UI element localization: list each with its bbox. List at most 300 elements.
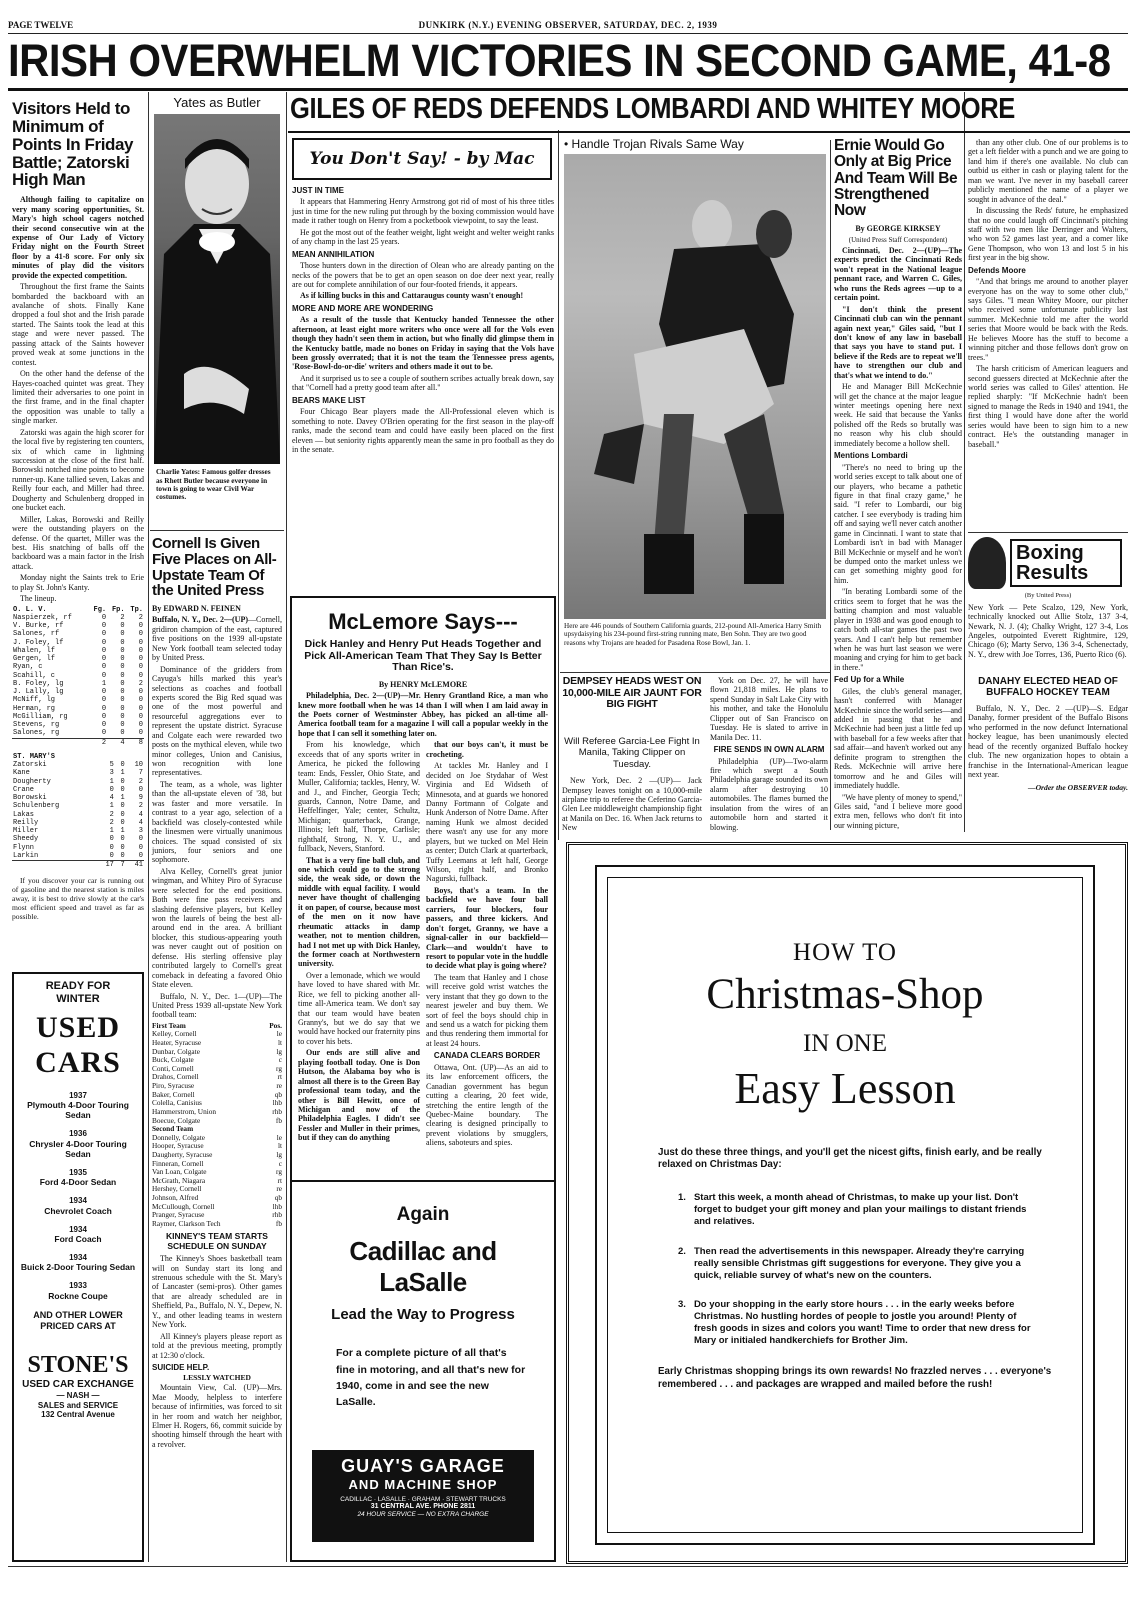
danahy-story	[968, 676, 1128, 836]
trojan-caption: Here are 446 pounds of Southern California guards, 212-pound All-America Harry Smith upsydaisying his 234-pound first-string running mate, Ben Sohn. They are two good reasons why Trojans are headed for Pasadena Rose Bowl, Jan. 1.	[564, 622, 822, 647]
player-position: lt	[277, 1038, 282, 1048]
box-score-cell: Stevens, rg	[13, 721, 60, 730]
box-score-row	[12, 622, 144, 630]
ad-christmas-shop: Christmas-Shop	[706, 970, 984, 1018]
trojan-kicker-text: Handle Trojan Rivals Same Way	[571, 137, 744, 151]
box-score-total	[12, 861, 144, 870]
yates-caption: Charlie Yates: Famous golfer dresses as Rhett Butler because everyone in town is going to wear Civil War costumes.	[156, 467, 271, 502]
ad-intro: Just do these three things, and you'll get the nicest gifts, finish early, and be really relaxed on Christmas Day:	[658, 1146, 1042, 1171]
used-car-model: Chevrolet Coach	[44, 1205, 112, 1216]
bottom-rule	[8, 1566, 1128, 1567]
player-position: rt	[277, 1175, 282, 1185]
used-car-year: 1934	[69, 1196, 87, 1206]
player-position: rg	[276, 1063, 282, 1073]
story-paragraph: All Kinney's players please report as told at the previous meeting, promptly at 12:30 o'clock.	[152, 1331, 282, 1360]
newspaper-dateline: DUNKIRK (N.Y.) EVENING OBSERVER, SATURDAY, DEC. 2, 1939	[418, 20, 718, 30]
christmas-shop-ad	[566, 842, 1128, 1564]
ad-step-number: 3.	[678, 1299, 686, 1311]
column-rule	[558, 130, 559, 840]
box-score-cell: 0	[101, 712, 107, 721]
used-car-model: Rockne Coupe	[48, 1290, 108, 1301]
box-score-row	[12, 680, 144, 688]
ad-step-text: Do your shopping in the early store hours . . . in the early weeks before Christmas. No hustling hordes of people to jostle you around! Plenty of fresh goods in sizes and colors you want! Time to order that new dress for Mary or initialed handkerchiefs for Brother Jim.	[693, 1299, 1031, 1346]
box-score-cell: 0	[138, 704, 143, 713]
used-car-year: 1933	[69, 1281, 87, 1291]
column-rule	[830, 140, 831, 830]
box-score-cell: 4	[120, 738, 125, 747]
garage-name: GUAY'S GARAGE	[341, 1456, 505, 1476]
box-score-cell: 0	[138, 655, 143, 664]
team-label: First Team	[152, 1020, 186, 1030]
box-score-cell: 2	[138, 777, 143, 786]
box-score-cell: Schulenberg	[13, 802, 60, 811]
box-score-cell: 0	[101, 696, 107, 705]
story-paragraph: And it surprised us to see a couple of southern scribes actually break down, say that "Cornell had a pretty good team after all."	[292, 373, 554, 393]
ad-brand: Cadillac and LaSalle	[349, 1236, 497, 1298]
ad-step-number: 2.	[678, 1245, 686, 1257]
yates-photo	[154, 114, 280, 464]
box-score-cell: 0	[109, 851, 114, 860]
box-score-cell: 0	[120, 671, 125, 680]
box-score-cell: 0	[109, 835, 114, 844]
box-score-cell: 0	[101, 729, 107, 738]
box-score-cell: 0	[101, 622, 107, 631]
ernie-credit: (United Press Staff Correspondent)	[848, 235, 948, 244]
box-score-cell: 1	[109, 802, 114, 811]
box-score-cell: 0	[120, 777, 125, 786]
player-name: Raymer, Clarkson Tech	[152, 1218, 221, 1228]
story-paragraph: Our ends are still alive and playing football today. One is Don Hutson, the Alabama boy who is almost all there is to the Green Bay professional team today, and the other is Bill Hewitt, once of Michigan and now of the Philadelphia Eagles. I didn't see Fessler and Muller in their primes, but if they can do anything	[298, 1048, 420, 1143]
story-paragraph: The harsh criticism of American leaguers and second guessers directed at McKechnie after the world series was called to Giles' attention. He replied sharply: "If McKechnie hadn't been signed to manage the Reds in 1940 and 1941, the first thing I would have done after the world series would have been to sign him to a new contract. He's the outstanding manager in baseball."	[968, 364, 1128, 449]
trojan-kicker: • Handle Trojan Rivals Same Way	[564, 137, 744, 151]
used-car-item	[18, 1168, 138, 1187]
danahy-headline: DANAHY ELECTED HEAD OF BUFFALO HOCKEY TEAM	[978, 676, 1118, 698]
used-car-item	[18, 1281, 138, 1300]
box-score-cell: 0	[138, 835, 143, 844]
section-rule	[150, 530, 284, 531]
player-name: Hershey, Cornell	[152, 1184, 202, 1194]
ad-step	[678, 1299, 1042, 1347]
banner-rule	[8, 88, 1128, 91]
story-paragraph: The team, as a whole, was lighter than the all-upstate eleven of '38, but was faster and more versatile. In contrast to a year ago, selection of a backfield was closely-contested while the linesmen were virtually unanimous choices. The squad consisted of six juniors, four seniors and one sophomore.	[152, 779, 282, 865]
player-name: Colella, Canisius	[152, 1098, 202, 1108]
dempsey-deck: Will Referee Garcia-Lee Fight In Manila, Taking Clipper on Tuesday.	[564, 736, 700, 770]
mclemore-deck: Dick Hanley and Henry Put Heads Together and Pick All-American Team That They Say Is Better Than Rice's.	[304, 638, 542, 674]
box-score-cell: 0	[120, 802, 125, 811]
trojan-photo-block	[564, 138, 826, 668]
player-position: le	[276, 1132, 282, 1142]
player-position: rg	[276, 1167, 282, 1177]
ad-again: Again	[396, 1204, 450, 1225]
box-score-row	[12, 729, 144, 738]
player-name: Daugherty, Syracuse	[152, 1149, 213, 1159]
dateline: Buffalo, N. Y., Dec. 2—(UP)	[152, 615, 248, 625]
ad-steps-list	[648, 1192, 1042, 1347]
box-score-cell: Dougherty	[13, 777, 51, 786]
team-pos-header: Pos.	[269, 1020, 282, 1030]
section-rule	[288, 131, 1130, 133]
player-position: lg	[276, 1046, 282, 1056]
box-score-row	[12, 802, 144, 810]
story-paragraph: Miller, Lakas, Borowski and Reilly were the outstanding players on the defense. Of the quartet, Miller was the best. His snatching of balls off the backboard was a main factor in the Irish attack.	[12, 514, 144, 571]
ad-line: READY FOR	[45, 980, 111, 992]
box-score-cell: 0	[120, 688, 125, 697]
column-rule	[148, 92, 149, 1562]
box-score-row	[12, 713, 144, 721]
box-score-cell: Borowski	[13, 794, 47, 803]
ad-in-one: IN ONE	[802, 1030, 887, 1058]
ernie-story	[834, 138, 962, 838]
player-name: Dunbar, Colgate	[152, 1046, 200, 1056]
box-score-header: Fg.	[93, 605, 107, 614]
player-name: McGrath, Niagara	[152, 1175, 206, 1185]
box-score-cell: 10	[134, 761, 143, 770]
box-score-cell: 0	[120, 638, 125, 647]
box-score-cell: 1	[101, 679, 107, 688]
page-banner-headline: IRISH OVERWHELM VICTORIES IN SECOND GAME, 41-8	[8, 35, 1111, 86]
player-name: Heater, Syracuse	[152, 1038, 202, 1048]
ernie-byline: By GEORGE KIRKSEY	[855, 224, 941, 234]
yates-kicker: Yates as Butler	[173, 95, 261, 110]
story-paragraph: "In berating Lombardi some of the critics seem to forget that he was the batting champion and most valuable player in 1938 and was good enough to catch both all-star games the past two years. And I can't help but remember when he was hurt last season we were moaning and crying for him to get back in there."	[834, 587, 962, 672]
box-score-row	[12, 614, 144, 622]
ernie-headline: Ernie Would Go Only at Big Price And Team Will Be Strengthened Now	[834, 137, 958, 220]
dealer-address: 132 Central Avenue	[41, 1410, 115, 1420]
story-paragraph: Ottawa, Ont. (UP)—As an aid to its law enforcement officers, the Canadian government has begun cutting a clearing, 20 feet wide, stretching the entire length of the Quebec-Maine boundary. The clearing is designed principally to prevent violations by smugglers, aliens, saboteurs and spies.	[426, 1062, 548, 1148]
box-score-cell: Scahill, c	[13, 671, 56, 680]
player-position: c	[278, 1158, 282, 1168]
player-name: Boecue, Colgate	[152, 1115, 201, 1125]
box-score-cell: 0	[120, 835, 125, 844]
story-paragraph: At tackles Mr. Hanley and I decided on Joe Stydahar of West Virginia and Ed Widseth of Minnesota, and at guards we honored Danny Fortmann of Colgate and Hunk Anderson of Notre Dame. After naming Hunk we almost decided there wasn't any use for any more players, but we tucked on Mel Hein as center; Dutch Clark at quarterback, Tuffy Leemans at left half, George Wilson, right half, and Bronko Nagurski, fullback.	[426, 761, 548, 884]
used-car-year: 1934	[69, 1253, 87, 1263]
player-position: fb	[275, 1218, 282, 1228]
player-position: re	[276, 1184, 282, 1194]
box-score-cell: 0	[101, 663, 107, 672]
box-score-cell: 0	[120, 785, 125, 794]
box-score-cell: 0	[101, 704, 107, 713]
player-position: fb	[275, 1115, 282, 1125]
story-paragraph: "And that brings me around to another player everyone has on the way to some other club," says Giles. "I mean Whitey Moore, our pitcher who received some unfortunate publicity last summer. McKechnie told me after the world series that Moore would be back with the Reds. He believes Moore has the stuff to become a winning pitcher and those fellows don't grow on trees."	[968, 277, 1128, 362]
box-score-cell: 2	[138, 802, 143, 811]
box-score-cell: 0	[120, 818, 125, 827]
trojan-photo	[564, 154, 826, 619]
box-score-row	[12, 630, 144, 638]
box-score-row	[12, 663, 144, 671]
box-score-cell: 0	[120, 761, 125, 770]
box-score-stmarys	[12, 753, 144, 870]
player-name: Buck, Colgate	[152, 1055, 194, 1065]
box-score-cell: 0	[101, 630, 107, 639]
box-score-cell: 0	[138, 638, 143, 647]
story-paragraph: As if killing bucks in this and Cattaraugus county wasn't enough!	[300, 291, 524, 301]
story-paragraph: Alva Kelley, Cornell's great junior wingman, and Whitey Piro of Syracuse were selected for the end positions. Both were fine pass receivers and slashing defensive players, but Kelley won the laurels of being the best all-around end in the area. A brilliant blocker, this studious-appearing youth was never caught out of position on defense. His sterling offensive play contributed largely to Cornell's great comeback in defeating a favored Ohio State eleven.	[152, 866, 282, 990]
story-paragraph: Buffalo, N. Y., Dec. 1—(UP)—The United Press 1939 all-upstate New York football team:	[152, 991, 282, 1020]
ad-closing: Early Christmas shopping brings its own rewards! No frazzled nerves . . . everyone's remembered . . . and packages are wrapped and mailed before the rush!	[658, 1365, 1052, 1391]
box-score-row	[12, 647, 144, 655]
box-score-row	[12, 827, 144, 835]
player-name: Pranger, Syracuse	[152, 1210, 205, 1220]
box-score-header: Fp.	[111, 605, 125, 614]
cornell-byline: By EDWARD N. FEINEN	[152, 604, 241, 613]
used-car-item	[18, 1225, 138, 1244]
box-score-cell: 0	[101, 646, 107, 655]
ad-step-text: Start this week, a month ahead of Christmas, to make up your list. Don't forget to budget your gift money and plan your mailings to distant friends and relatives.	[693, 1192, 1027, 1227]
box-score-cell: 0	[138, 785, 143, 794]
box-score-cell: 0	[120, 704, 125, 713]
stmarys-headline: Visitors Held to Minimum of Points In Friday Battle; Zatorski High Man	[12, 99, 134, 190]
dealer-sales: SALES and SERVICE	[37, 1400, 119, 1410]
boxing-results-title: Boxing Results	[1010, 539, 1122, 587]
ernie-subhead: Fed Up for a While	[834, 675, 905, 685]
filler-paragraph: If you discover your car is running out of gasoline and the nearest station is miles away, it is best to drive slowly at the car's most efficient speed and travel as far as possible.	[12, 876, 144, 922]
fire-headline: FIRE SENDS IN OWN ALARM	[713, 745, 825, 755]
used-car-model: Ford Coach	[54, 1234, 102, 1244]
player-name: Piro, Syracuse	[152, 1081, 195, 1091]
story-paragraph: As a result of the tussle that Kentucky handed Tennessee the other afternoon, at least eight more writers who once were all for the Vols even though they hadn't seen them in action, but who finally did glimpse them in the Kentucky battle, made no bones on Friday in saying that the Vols have been grossly overrated; that it is not the team the Tennessee press agents, 'Rose-Bowl-do-or-die' writers and others made it out to be.	[292, 315, 554, 372]
boxer-icon	[968, 537, 1006, 589]
used-car-year: 1937	[69, 1090, 87, 1100]
box-score-cell: McGilliam, rg	[13, 712, 68, 721]
yates-photo-block	[152, 96, 282, 526]
box-score-row	[12, 696, 144, 704]
box-score-cell: 0	[101, 721, 107, 730]
box-score-cell: 0	[109, 843, 114, 852]
used-car-item	[18, 1091, 138, 1120]
suicide-headline: LESSLY WATCHED	[183, 1373, 251, 1383]
mac-subhead: MEAN ANNIHILATION	[292, 249, 375, 259]
used-cars-ad	[12, 972, 144, 1562]
player-position: qb	[274, 1089, 282, 1099]
kinney-headline: KINNEY'S TEAM STARTS SCHEDULE ON SUNDAY	[166, 1231, 268, 1251]
box-score-row	[12, 705, 144, 713]
box-score-cell: 0	[120, 810, 125, 819]
box-score-cell: 0	[120, 663, 125, 672]
story-paragraph: "We have plenty of money to spend," Giles said, "and I believe more good extra men, fellows who don't fit into our winning picture,	[834, 792, 962, 830]
box-score-header: O. L. V.	[13, 605, 47, 614]
ad-easy-lesson: Easy Lesson	[734, 1063, 956, 1113]
story-paragraph: Those hunters down in the direction of Olean who are already panting on the necks of the powers that be to get an open season on doe deer next year, really are out for complete annihilation of our four-footed friends, it appears.	[292, 261, 554, 289]
mac-column-title: You Don't Say! - by Mac	[309, 148, 535, 169]
box-score-cell: 2	[138, 679, 143, 688]
mac-subhead: BEARS MAKE LIST	[292, 395, 366, 405]
box-score-cell: 0	[138, 721, 143, 730]
box-score-cell: Larkin	[13, 851, 39, 860]
used-car-year: 1935	[69, 1167, 87, 1177]
canada-headline: CANADA CLEARS BORDER	[433, 1051, 541, 1061]
ad-how-to: HOW TO	[793, 939, 897, 966]
box-score-cell: Salones, rf	[13, 630, 60, 639]
box-score-row	[12, 794, 144, 802]
story-paragraph: Over a lemonade, which we would have loved to have shared with Mr. Rice, we fell to picking another all-time all-America team. We don't say that our team would have beaten Granny's, but we do say that we would have hocked our fraternity pins to cover his bets.	[298, 970, 420, 1046]
ad-step-text: Then read the advertisements in this newspaper. Already they're carrying really sensible Christmas gift suggestions for everyone. They give you a quick, reliable survey of what's new on the counters.	[693, 1245, 1025, 1281]
used-car-model: Buick 2-Door Touring Sedan	[20, 1262, 136, 1273]
player-position: re	[276, 1081, 282, 1091]
box-score-cell: 2	[138, 613, 143, 622]
story-paragraph: It appears that Hammering Henry Armstrong got rid of most of his three titles just in time for the new ruling put through by the boxing commission would have made it rather tough on Henry from a pocketbook viewpoint, to say the least.	[292, 197, 554, 226]
box-score-olv	[12, 606, 144, 747]
used-car-item	[18, 1196, 138, 1215]
page-number: PAGE TWELVE	[8, 20, 74, 30]
box-score-row	[12, 639, 144, 647]
dealer-name: STONE'S	[27, 1352, 129, 1379]
box-score-cell: 3	[138, 827, 143, 836]
box-score-cell: 0	[109, 785, 114, 794]
ad-line: AND OTHER LOWER PRICED CARS AT	[33, 1309, 123, 1331]
story-paragraph: Although failing to capitalize on very many scoring opportunities, St. Mary's high school cagers notched their second consecutive win at the expense of Our Lady of Victory Friday night on the Fourth Street floor by a 41-8 score. For only six minutes of play did the visitors provide the expected competition.	[12, 195, 144, 280]
player-position: le	[276, 1029, 282, 1039]
box-score-row	[12, 655, 144, 663]
box-score-cell: 4	[109, 794, 114, 803]
column-rule	[286, 92, 287, 1562]
box-score-cell: Lakas	[13, 810, 35, 819]
box-score-cell: 17	[105, 861, 114, 870]
mclemore-title: McLemore Says---	[328, 609, 518, 634]
ad-line: WINTER	[56, 992, 100, 1005]
player-name: Van Loan, Colgate	[152, 1167, 207, 1177]
player-position: lt	[277, 1141, 282, 1151]
story-paragraph: Philadelphia (UP)—Two-alarm fire which swept a South Philadelphia garage sounded its own alarm after destroying 10 automobiles. The flames burned the insulation from the wires of an automobile horn and started it blowing.	[710, 756, 828, 832]
box-score-row	[12, 672, 144, 680]
lineup-row	[152, 1220, 282, 1229]
box-score-cell: 2	[120, 613, 125, 622]
box-score-cell: 41	[134, 861, 143, 870]
box-score-cell: 0	[138, 712, 143, 721]
box-score-row	[12, 844, 144, 852]
story-paragraph: New York — Pete Scalzo, 129, New York, technically knocked out Allie Stolz, 137 3-4, Newark, N. J. (4); Chalky Wright, 127 3-4, Los Angeles, outpointed Everett Rightmire, 129, Chicago (6); Marty Servo, 136 3-4, Schenectady, N. Y., drew with Joe Torres, 136, Puerto Rico (6).	[968, 602, 1128, 659]
box-score-cell: Whalen, lf	[13, 646, 56, 655]
box-score-cell: 0	[120, 630, 125, 639]
story-paragraph: New York, Dec. 2 —(UP)— Jack Dempsey leaves tonight on a 10,000-mile airplane trip to referee the Ceferino Garcia-Glen Lee middleweight championship fight at Manila on Dec. 16. When Jack returns to New	[562, 776, 702, 833]
box-score-team: ST. MARY'S	[13, 752, 56, 761]
box-score-cell: 0	[120, 851, 125, 860]
player-name: Drahos, Cornell	[152, 1072, 199, 1082]
box-score-cell: 5	[109, 761, 114, 770]
cornell-story	[152, 536, 282, 1566]
player-position: lhb	[272, 1098, 282, 1108]
giles-banner-headline: GILES OF REDS DEFENDS LOMBARDI AND WHITEY MOORE	[290, 93, 1015, 125]
box-score-header: Tp.	[130, 605, 143, 614]
team-label: Second Team	[152, 1124, 194, 1134]
box-score-cell: Zatorski	[13, 761, 47, 770]
box-score-cell: 0	[101, 688, 107, 697]
story-paragraph: "I don't think the present Cincinnati club can win the pennant again next year," Giles said, "but I don't know of any law in baseball that says you have to stand put. I believe if the Reds are to repeat we'll have to strengthen our club and that's what we intend to do."	[834, 304, 962, 380]
box-score-cell: 0	[101, 638, 107, 647]
story-paragraph: Cincinnati, Dec. 2—(UP)—The experts predict the Cincinnati Reds won't repeat in the National league pennant race, and Warren C. Giles, who runs the Reds agrees —up to a certain point.	[834, 246, 962, 303]
box-score-cell: 0	[101, 671, 107, 680]
box-score-cell: 3	[109, 769, 114, 778]
story-paragraph: than any other club. One of our problems is to get a left fielder with a punch and we are going to land him if there's one available. No club can outbid us either in cash or playing talent for the man we want. I've never in my baseball career publicly mentioned the name of a player we sought in advance of the deal."	[968, 138, 1128, 204]
box-score-cell: 0	[101, 655, 107, 664]
box-score-cell: Flynn	[13, 843, 35, 852]
box-score-cell	[12, 738, 89, 747]
box-score-cell: 2	[109, 810, 114, 819]
box-score-cell: 4	[138, 818, 143, 827]
story-paragraph: Giles, the club's general manager, hasn't conferred with Manager McKechnie since the world series—and added in passing that he and McKechnie had been just a little fed up with baseball for a few weeks after that sad affair—and haven't worked out any definite program to strengthen the Reds. McKechnie will arrive here tomorrow and he and Giles will immediately huddle.	[834, 686, 962, 791]
garage-address: 31 CENTRAL AVE. PHONE 2811	[370, 1503, 476, 1511]
box-score-cell: 4	[138, 810, 143, 819]
ad-used: USED	[35, 1010, 121, 1044]
box-score-total	[12, 738, 144, 747]
player-name: Kelley, Cornell	[152, 1029, 197, 1039]
story-paragraph: He got the most out of the feather weight, light weight and welter weight ranks of any champ in the last 25 years.	[292, 227, 554, 247]
ernie-subhead: Mentions Lombardi	[834, 451, 908, 461]
ad-step	[678, 1246, 1042, 1282]
box-score-cell	[12, 861, 97, 870]
box-score-cell: Ryan, c	[13, 663, 43, 672]
box-score-cell: Herman, rg	[13, 704, 56, 713]
cadillac-ad	[290, 1180, 556, 1562]
box-score-cell: 0	[101, 613, 107, 622]
story-paragraph: Philadelphia, Dec. 2—(UP)—Mr. Henry Grantland Rice, a man who knew more football when he was 14 than I will when I am laid away in the Poets corner of Westminster Abbey, has picked an all-time all-America football team for a magazine I will call a popular weekly in the hope that I can sell it something later on.	[298, 691, 548, 738]
player-name: Johnson, Alfred	[152, 1193, 199, 1202]
column-rule	[964, 92, 965, 832]
story-paragraph: The lineup.	[20, 594, 57, 604]
box-score-cell: McNiff, lg	[13, 696, 56, 705]
box-score-cell: 0	[120, 679, 125, 688]
story-paragraph: The Kinney's Shoes basketball team will on Sunday start its long and strenuous schedule with the St. Mary's of Lancaster (semi-pros). Other games that are already scheduled are in Sheffield, Pa., Buffalo, N. Y., Depew, N. Y., and other leading teams in western New York.	[152, 1254, 282, 1330]
used-car-list	[18, 1091, 138, 1301]
box-score-cell: 1	[120, 769, 125, 778]
box-score-cell: 0	[138, 851, 143, 860]
suicide-label: SUICIDE HELP.	[152, 1362, 210, 1372]
box-score-cell: 1	[109, 827, 114, 836]
box-score-cell: 8	[138, 738, 143, 747]
box-score-cell: Sheedy	[13, 835, 39, 844]
box-score-row	[12, 852, 144, 861]
mac-subhead: JUST IN TIME	[292, 186, 345, 195]
box-score-cell: 0	[138, 630, 143, 639]
player-position: c	[278, 1055, 282, 1065]
box-score-cell: 7	[138, 769, 143, 778]
story-paragraph: Zatorski was again the high scorer for the local five by registering ten counters, six of which came in lightning succession at the close of the first half. Borowski notched nine points to become runner-up. Kane tallied seven, Lakas and Reilly four each, and Miller had three. Dougherty and Schulenberg dropped in one bucket each.	[12, 427, 144, 513]
story-paragraph: Boys, that's a team. In the backfield we have four ball carriers, four blockers, four passers, and three kickers. And don't forget, Granny, we have a signal-caller in our backfield—Clark—and wouldn't have to resort to popular vote in the huddle to decide what play is going where?	[426, 885, 548, 971]
boxing-results	[968, 532, 1128, 659]
garage-logo-box	[312, 1450, 534, 1542]
box-score-row	[12, 688, 144, 696]
used-car-model: Ford 4-Door Sedan	[39, 1177, 117, 1188]
story-paragraph: Monday night the Saints trek to Erie to play St. John's Kanty.	[12, 573, 144, 592]
box-score-cell: B. Foley, lg	[13, 679, 64, 688]
ad-body: For a complete picture of all that's fine in motoring, and all that's new for 1940, come in and see the new LaSalle.	[336, 1347, 526, 1409]
story-paragraph: York on Dec. 27, he will have flown 21,818 miles. He plans to spend Sunday in Salt Lake City with his mother, and take the Honolulu Clipper out of San Francisco on Tuesday. He is slated to arrive in Manila Dec. 11.	[710, 676, 828, 742]
box-score-cell: Salones, rg	[13, 729, 60, 738]
box-score-row	[12, 835, 144, 843]
section-rule	[560, 672, 830, 673]
player-position: rhb	[272, 1106, 282, 1116]
story-paragraph: On the other hand the defense of the Hayes-coached quintet was great. They limited their adversaries to one point in the first frame, and in the final chapter the opposition was unable to tally a single marker.	[12, 369, 144, 426]
second-team-list	[152, 1134, 282, 1229]
box-score-cell: Kane	[13, 769, 30, 778]
box-score-cell: Reilly	[13, 818, 39, 827]
dealer-sub: USED CAR EXCHANGE	[22, 1379, 134, 1391]
box-score-cell: Naspierzek, rf	[13, 613, 72, 622]
story-paragraph: Throughout the first frame the Saints bombarded the backboard with an avalanche of shots. Finally Kane dropped a foul shot and the Irish parade started. The Saints took the lead at this stage and were never passed. The passing attack of the Saints however proved weak at some junctions in the contest.	[12, 282, 144, 367]
player-position: rt	[277, 1072, 282, 1082]
box-score-cell: Gergen, lf	[13, 655, 56, 664]
box-score-cell: 0	[138, 663, 143, 672]
stmarys-story	[12, 100, 144, 960]
box-score-cell: Miller	[13, 827, 39, 836]
box-score-cell: 0	[138, 696, 143, 705]
garage-sub: AND MACHINE SHOP	[348, 1477, 498, 1493]
player-name: Finneran, Cornell	[152, 1158, 204, 1168]
player-name: Baker, Cornell	[152, 1089, 195, 1099]
page-folio	[8, 20, 1128, 34]
used-car-model: Chrysler 4-Door Touring Sedan	[29, 1138, 127, 1159]
box-score-row	[12, 811, 144, 819]
player-name: Hooper, Syracuse	[152, 1141, 204, 1151]
